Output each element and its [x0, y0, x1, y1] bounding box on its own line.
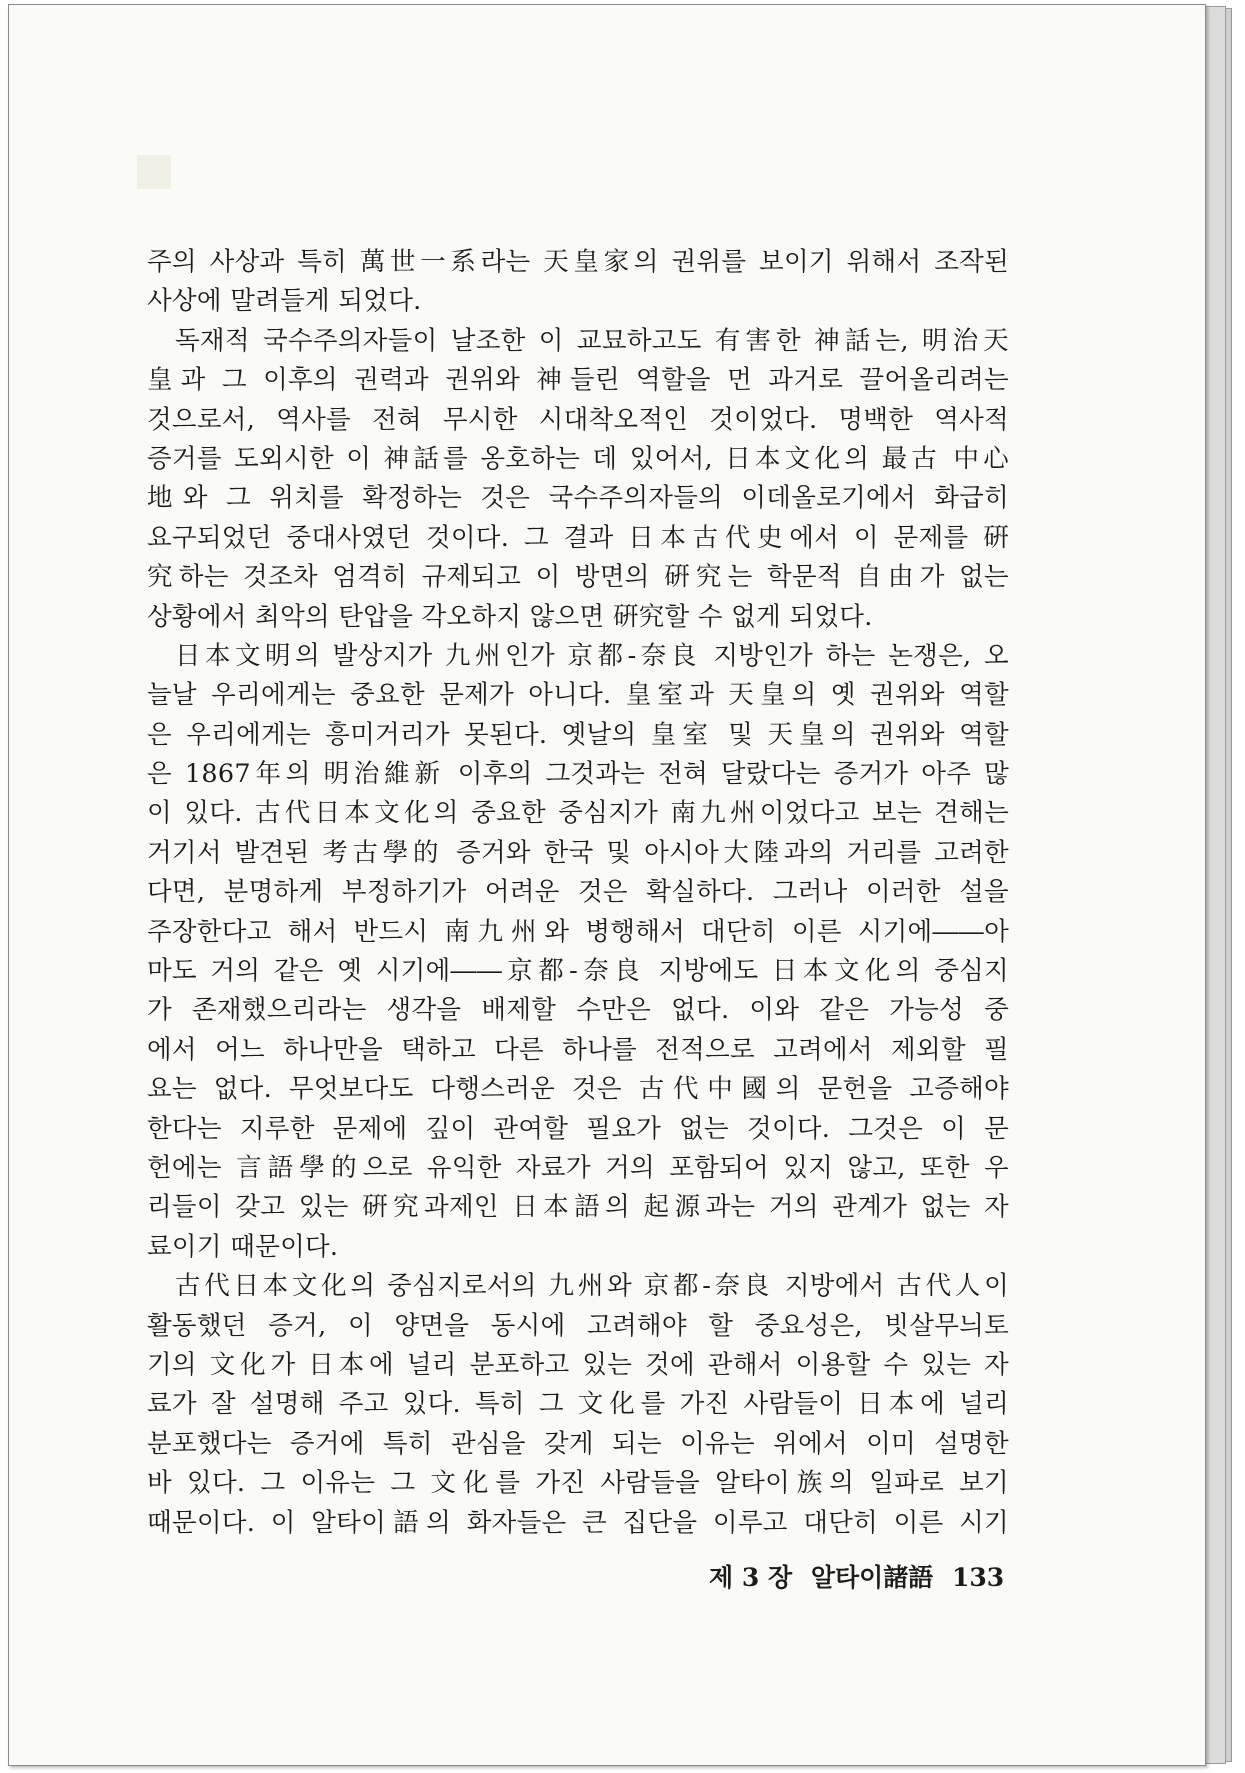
- text-line: 이 있다. 古代日本文化의 중요한 중심지가 南九州이었다고 보는 견해는: [147, 798, 1009, 829]
- text-line: 皇과 그 이후의 권력과 권위와 神들린 역할을 먼 과거로 끌어올리려는: [147, 365, 1009, 396]
- text-line: 古代日本文化의 중심지로서의 九州와 京都-奈良 지방에서 古代人이: [175, 1271, 1009, 1302]
- text-line: 주의 사상과 특히 萬世一系라는 天皇家의 권위를 보이기 위해서 조작된: [147, 247, 1009, 277]
- text-line: 거기서 발견된 考古學的 증거와 한국 및 아시아大陸과의 거리를 고려한: [147, 837, 1009, 868]
- text-line: 은 우리에게는 흥미거리가 못된다. 옛날의 皇室 및 天皇의 권위와 역할: [147, 719, 1009, 750]
- text-line: 日本文明의 발상지가 九州인가 京都-奈良 지방인가 하는 논쟁은, 오: [175, 640, 1009, 671]
- text-line: 상황에서 최악의 탄압을 각오하지 않으면 硏究할 수 없게 되었다.: [147, 601, 873, 632]
- text-line: 에서 어느 하나만을 택하고 다른 하나를 전적으로 고려에서 제외할 필: [147, 1034, 1009, 1065]
- text-line: 요구되었던 중대사였던 것이다. 그 결과 日本古代史에서 이 문제를 硏: [147, 522, 1009, 553]
- text-line: 료가 잘 설명해 주고 있다. 특히 그 文化를 가진 사람들이 日本에 널리: [147, 1389, 1009, 1420]
- page-footer: [709, 1558, 1014, 1594]
- footer-page-number: 133: [952, 1563, 1005, 1592]
- text-line: 地와 그 위치를 확정하는 것은 국수주의자들의 이데올로기에서 화급히: [147, 483, 1009, 514]
- text-line: 주장한다고 해서 반드시 南九州와 병행해서 대단히 이른 시기에――아: [147, 916, 1009, 947]
- text-line: 마도 거의 같은 옛 시기에――京都-奈良 지방에도 日本文化의 중심지: [147, 956, 1009, 987]
- text-line: 료이기 때문이다.: [147, 1231, 339, 1262]
- text-line: 분포했다는 증거에 특히 관심을 갖게 되는 이유는 위에서 이미 설명한: [147, 1428, 1009, 1459]
- text-line: 기의 文化가 日本에 널리 분포하고 있는 것에 관해서 이용할 수 있는 자: [147, 1349, 1009, 1380]
- text-line: 사상에 말려들게 되었다.: [147, 286, 422, 317]
- text-line: 독재적 국수주의자들이 날조한 이 교묘하고도 有害한 神話는, 明治天: [175, 325, 1009, 356]
- text-line: 한다는 지루한 문제에 깊이 관여할 필요가 없는 것이다. 그것은 이 문: [147, 1113, 1009, 1144]
- text-line: 다면, 분명하게 부정하기가 어려운 것은 확실하다. 그러나 이러한 설을: [147, 877, 1009, 908]
- text-line: 요는 없다. 무엇보다도 다행스러운 것은 古代中國의 문헌을 고증해야: [147, 1074, 1009, 1105]
- body-text: [147, 243, 1009, 1543]
- book-page: [8, 4, 1206, 1766]
- text-line: 것으로서, 역사를 전혀 무시한 시대착오적인 것이었다. 명백한 역사적: [147, 404, 1009, 435]
- text-line: 늘날 우리에게는 중요한 문제가 아니다. 皇室과 天皇의 옛 권위와 역할: [147, 680, 1009, 711]
- footer-title: 알타이諸語: [810, 1563, 934, 1592]
- footer-chapter: 제 3 장: [709, 1563, 793, 1592]
- text-line: 증거를 도외시한 이 神話를 옹호하는 데 있어서, 日本文化의 最古 中心: [147, 443, 1009, 474]
- text-line: 헌에는 言語學的으로 유익한 자료가 거의 포함되어 있지 않고, 또한 우: [147, 1152, 1009, 1183]
- text-line: 은 1867年의 明治維新 이후의 그것과는 전혀 달랐다는 증거가 아주 많: [147, 759, 1009, 790]
- text-line: 가 존재했으리라는 생각을 배제할 수만은 없다. 이와 같은 가능성 중: [147, 995, 1009, 1026]
- text-line: 究하는 것조차 엄격히 규제되고 이 방면의 硏究는 학문적 自由가 없는: [147, 562, 1009, 593]
- text-line: 활동했던 증거, 이 양면을 동시에 고려해야 할 중요성은, 빗살무늬토: [147, 1310, 1009, 1341]
- scan-blemish: [137, 155, 171, 189]
- text-line: 때문이다. 이 알타이語의 화자들은 큰 집단을 이루고 대단히 이른 시기: [147, 1507, 1009, 1538]
- text-line: 바 있다. 그 이유는 그 文化를 가진 사람들을 알타이族의 일파로 보기: [147, 1468, 1009, 1499]
- text-line: 리들이 갖고 있는 硏究과제인 日本語의 起源과는 거의 관계가 없는 자: [147, 1192, 1009, 1223]
